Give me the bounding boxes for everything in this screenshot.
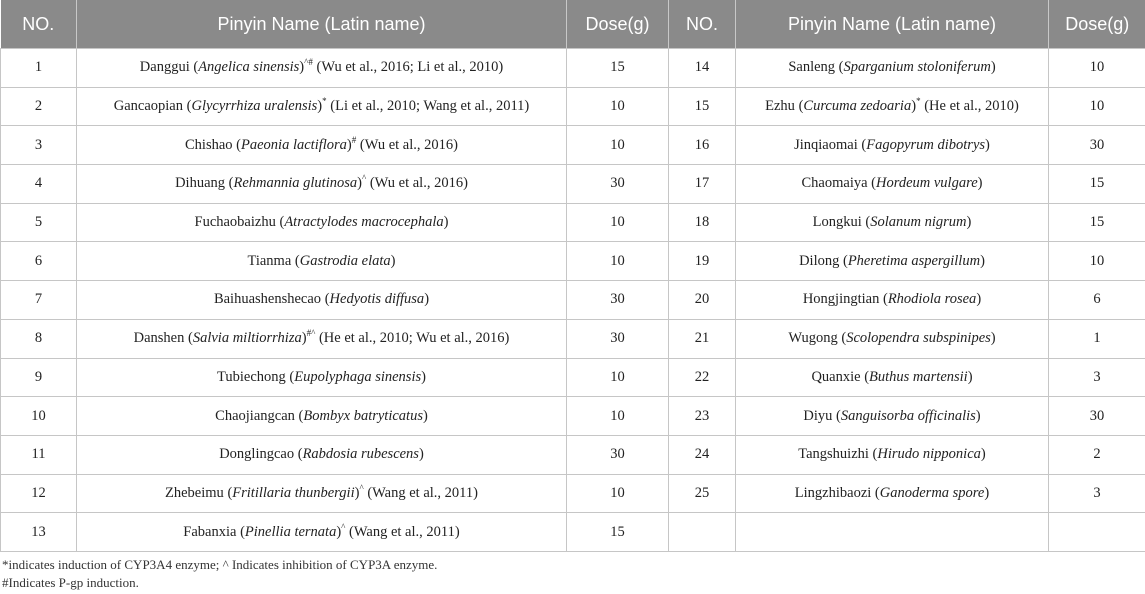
pinyin-name: Quanxie — [811, 368, 861, 385]
pinyin-name: Chishao — [185, 136, 233, 153]
herb-dose-cell: 15 — [567, 513, 669, 552]
latin-name: Sparganium stoloniferum — [843, 59, 991, 76]
herb-no-cell: 1 — [1, 49, 77, 88]
table-row — [1, 435, 1145, 474]
herb-dose-cell: 15 — [1049, 165, 1145, 204]
latin-name: Angelica sinensis — [198, 59, 300, 76]
herb-no-cell: 4 — [1, 165, 77, 204]
herb-dose-cell: 15 — [567, 49, 669, 88]
latin-name: Solanum nigrum — [870, 214, 967, 231]
herb-name-cell: Chaojiangcan (Bombyx batryticatus) — [77, 397, 567, 436]
pinyin-name: Baihuashenshecao — [213, 291, 322, 308]
pinyin-name: Sanleng — [788, 59, 836, 76]
pinyin-name: Tangshuizhi — [798, 446, 869, 463]
herb-no-cell: 12 — [1, 474, 77, 513]
latin-name: Gastrodia elata — [299, 252, 391, 269]
effect-mark: ^ — [361, 173, 367, 184]
effect-mark: ^ — [359, 483, 364, 494]
herb-name-cell: Tangshuizhi (Hirudo nipponica) — [736, 435, 1049, 474]
latin-name: Pheretima aspergillum — [847, 252, 981, 269]
herb-no-cell: 13 — [1, 513, 77, 552]
latin-name: Hordeum vulgare — [876, 175, 978, 192]
herb-no-cell: 11 — [1, 435, 77, 474]
table-row — [1, 203, 1145, 242]
herb-name-cell — [736, 513, 1049, 552]
herb-dose-cell — [1049, 513, 1145, 552]
pinyin-name: Danshen — [133, 330, 185, 347]
herb-name-cell: Chaomaiya (Hordeum vulgare) — [736, 165, 1049, 204]
table-row — [1, 126, 1145, 165]
pinyin-name: Ezhu — [765, 98, 795, 115]
footnote-cyp3a: *indicates induction of CYP3A4 enzyme; ^ Indicates inhibition of CYP3A enzyme. — [2, 557, 438, 572]
effect-mark: ^# — [304, 57, 313, 68]
table-row — [1, 165, 1145, 204]
herb-no-cell: 14 — [669, 49, 736, 88]
effect-mark: * — [322, 96, 327, 107]
table-header-row — [1, 0, 1145, 49]
herb-no-cell: 18 — [669, 203, 736, 242]
header-no-left: NO. — [1, 0, 77, 49]
latin-name: Rabdosia rubescens — [302, 446, 419, 463]
herb-no-cell: 6 — [1, 242, 77, 281]
pinyin-name: Gancaopian — [113, 98, 183, 115]
herb-no-cell: 25 — [669, 474, 736, 513]
herb-dose-cell: 10 — [567, 87, 669, 126]
herb-dose-cell: 10 — [567, 126, 669, 165]
herb-name-cell: Danggui (Angelica sinensis)^# (Wu et al., 2016; Li et al., 2010) — [77, 49, 567, 88]
herb-dose-cell: 30 — [567, 435, 669, 474]
pinyin-name: Longkui — [812, 214, 862, 231]
herb-dose-cell: 30 — [567, 165, 669, 204]
herb-name-cell: Wugong (Scolopendra subspinipes) — [736, 319, 1049, 358]
herb-name-cell: Dilong (Pheretima aspergillum) — [736, 242, 1049, 281]
references: Wu et al., 2016 — [364, 136, 454, 153]
pinyin-name: Lingzhibaozi — [794, 484, 872, 501]
herb-dose-cell: 10 — [567, 474, 669, 513]
pinyin-name: Chaomaiya — [801, 175, 868, 192]
herb-no-cell: 10 — [1, 397, 77, 436]
herb-no-cell: 19 — [669, 242, 736, 281]
pinyin-name: Zhebeimu — [165, 484, 224, 501]
herb-no-cell: 9 — [1, 358, 77, 397]
herb-dose-cell: 30 — [567, 319, 669, 358]
latin-name: Sanguisorba officinalis — [840, 407, 976, 424]
table-row — [1, 397, 1145, 436]
herb-name-cell: Fuchaobaizhu (Atractylodes macrocephala) — [77, 203, 567, 242]
pinyin-name: Dihuang — [175, 175, 225, 192]
herb-dose-cell: 10 — [567, 358, 669, 397]
herb-dose-cell: 30 — [567, 281, 669, 320]
herb-no-cell: 2 — [1, 87, 77, 126]
herb-dose-cell: 30 — [1049, 397, 1145, 436]
pinyin-name: Dilong — [799, 252, 840, 269]
effect-mark: ^ — [341, 521, 346, 532]
herb-name-cell: Danshen (Salvia miltiorrhiza)#^ (He et al., 2010; Wu et al., 2016) — [77, 319, 567, 358]
references: He et al., 2010 — [929, 98, 1014, 115]
herb-no-cell: 20 — [669, 281, 736, 320]
table-row — [1, 49, 1145, 88]
pinyin-name: Chaojiangcan — [215, 407, 295, 424]
latin-name: Paeonia lactiflora — [241, 136, 347, 153]
herb-no-cell: 5 — [1, 203, 77, 242]
pinyin-name: Tubiechong — [217, 368, 286, 385]
latin-name: Pinellia ternata — [244, 523, 337, 540]
pinyin-name: Tianma — [247, 252, 292, 269]
latin-name: Buthus martensii — [869, 368, 968, 385]
herb-dose-cell: 10 — [567, 203, 669, 242]
latin-name: Glycyrrhiza uralensis — [191, 98, 318, 115]
herb-name-cell: Quanxie (Buthus martensii) — [736, 358, 1049, 397]
herb-no-cell: 8 — [1, 319, 77, 358]
herb-name-cell: Lingzhibaozi (Ganoderma spore) — [736, 474, 1049, 513]
latin-name: Hirudo nipponica — [877, 446, 981, 463]
herb-name-cell: Jinqiaomai (Fagopyrum dibotrys) — [736, 126, 1049, 165]
herb-name-cell: Dihuang (Rehmannia glutinosa)^ (Wu et al., 2016) — [77, 165, 567, 204]
table-row — [1, 319, 1145, 358]
herb-dose-cell: 1 — [1049, 319, 1145, 358]
pinyin-name: Hongjingtian — [802, 291, 880, 308]
herb-no-cell: 17 — [669, 165, 736, 204]
herb-name-cell: Hongjingtian (Rhodiola rosea) — [736, 281, 1049, 320]
footnote-pgp: #Indicates P-gp induction. — [2, 575, 139, 590]
references: Li et al., 2010; Wang et al., 2011 — [335, 98, 525, 115]
latin-name: Hedyotis diffusa — [329, 291, 425, 308]
herb-name-cell: Zhebeimu (Fritillaria thunbergii)^ (Wang et al., 2011) — [77, 474, 567, 513]
pinyin-name: Jinqiaomai — [794, 136, 858, 153]
references: He et al., 2010; Wu et al., 2016 — [323, 330, 505, 347]
references: Wu et al., 2016 — [374, 175, 464, 192]
herb-dose-cell: 6 — [1049, 281, 1145, 320]
herb-name-cell: Longkui (Solanum nigrum) — [736, 203, 1049, 242]
pinyin-name: Wugong — [788, 330, 838, 347]
herb-no-cell: 24 — [669, 435, 736, 474]
pinyin-name: Fabanxia — [183, 523, 237, 540]
herb-dose-cell: 10 — [567, 397, 669, 436]
herb-no-cell: 23 — [669, 397, 736, 436]
herb-dose-cell: 3 — [1049, 358, 1145, 397]
latin-name: Bombyx batryticatus — [303, 407, 423, 424]
herb-dose-cell: 30 — [1049, 126, 1145, 165]
herb-dose-cell: 10 — [567, 242, 669, 281]
latin-name: Curcuma zedoaria — [803, 98, 912, 115]
herb-name-cell: Donglingcao (Rabdosia rubescens) — [77, 435, 567, 474]
herb-name-cell: Baihuashenshecao (Hedyotis diffusa) — [77, 281, 567, 320]
herb-no-cell: 21 — [669, 319, 736, 358]
herb-dose-cell: 3 — [1049, 474, 1145, 513]
table-row — [1, 242, 1145, 281]
table-row — [1, 474, 1145, 513]
herb-dose-cell: 2 — [1049, 435, 1145, 474]
latin-name: Scolopendra subspinipes — [846, 330, 991, 347]
latin-name: Rehmannia glutinosa — [233, 175, 358, 192]
herb-name-cell: Tubiechong (Eupolyphaga sinensis) — [77, 358, 567, 397]
latin-name: Atractylodes macrocephala — [284, 214, 444, 231]
latin-name: Rhodiola rosea — [887, 291, 977, 308]
header-name-left: Pinyin Name (Latin name) — [77, 0, 567, 49]
herb-dose-cell: 15 — [1049, 203, 1145, 242]
herb-name-cell: Ezhu (Curcuma zedoaria)* (He et al., 2010) — [736, 87, 1049, 126]
table-row — [1, 358, 1145, 397]
references: Wang et al., 2011 — [372, 484, 474, 501]
table-body — [1, 49, 1145, 552]
herb-no-cell: 16 — [669, 126, 736, 165]
references: Wang et al., 2011 — [353, 523, 455, 540]
herb-name-cell: Sanleng (Sparganium stoloniferum) — [736, 49, 1049, 88]
latin-name: Eupolyphaga sinensis — [294, 368, 422, 385]
herb-no-cell: 3 — [1, 126, 77, 165]
herb-no-cell: 15 — [669, 87, 736, 126]
latin-name: Ganoderma spore — [879, 484, 985, 501]
latin-name: Fritillaria thunbergii — [232, 484, 355, 501]
herb-dose-cell: 10 — [1049, 242, 1145, 281]
header-no-right: NO. — [669, 0, 736, 49]
header-dose-left: Dose(g) — [567, 0, 669, 49]
effect-mark: #^ — [306, 328, 316, 339]
herb-name-cell: Tianma (Gastrodia elata) — [77, 242, 567, 281]
herb-name-cell: Diyu (Sanguisorba officinalis) — [736, 397, 1049, 436]
herb-dose-cell: 10 — [1049, 87, 1145, 126]
references: Wu et al., 2016; Li et al., 2010 — [321, 59, 499, 76]
herb-no-cell — [669, 513, 736, 552]
table-footnotes — [2, 556, 437, 592]
herb-dose-cell: 10 — [1049, 49, 1145, 88]
effect-mark: # — [351, 134, 357, 145]
herb-name-cell: Gancaopian (Glycyrrhiza uralensis)* (Li et al., 2010; Wang et al., 2011) — [77, 87, 567, 126]
table-row — [1, 281, 1145, 320]
herb-no-cell: 22 — [669, 358, 736, 397]
herb-name-cell: Fabanxia (Pinellia ternata)^ (Wang et al., 2011) — [77, 513, 567, 552]
latin-name: Salvia miltiorrhiza — [192, 330, 302, 347]
effect-mark: * — [916, 96, 921, 107]
pinyin-name: Danggui — [139, 59, 190, 76]
pinyin-name: Diyu — [803, 407, 833, 424]
latin-name: Fagopyrum dibotrys — [866, 136, 986, 153]
header-name-right: Pinyin Name (Latin name) — [736, 0, 1049, 49]
table-row — [1, 513, 1145, 552]
pinyin-name: Donglingcao — [219, 446, 295, 463]
herb-name-cell: Chishao (Paeonia lactiflora)# (Wu et al., 2016) — [77, 126, 567, 165]
herb-no-cell: 7 — [1, 281, 77, 320]
pinyin-name: Fuchaobaizhu — [194, 214, 276, 231]
header-dose-right: Dose(g) — [1049, 0, 1145, 49]
table-row — [1, 87, 1145, 126]
